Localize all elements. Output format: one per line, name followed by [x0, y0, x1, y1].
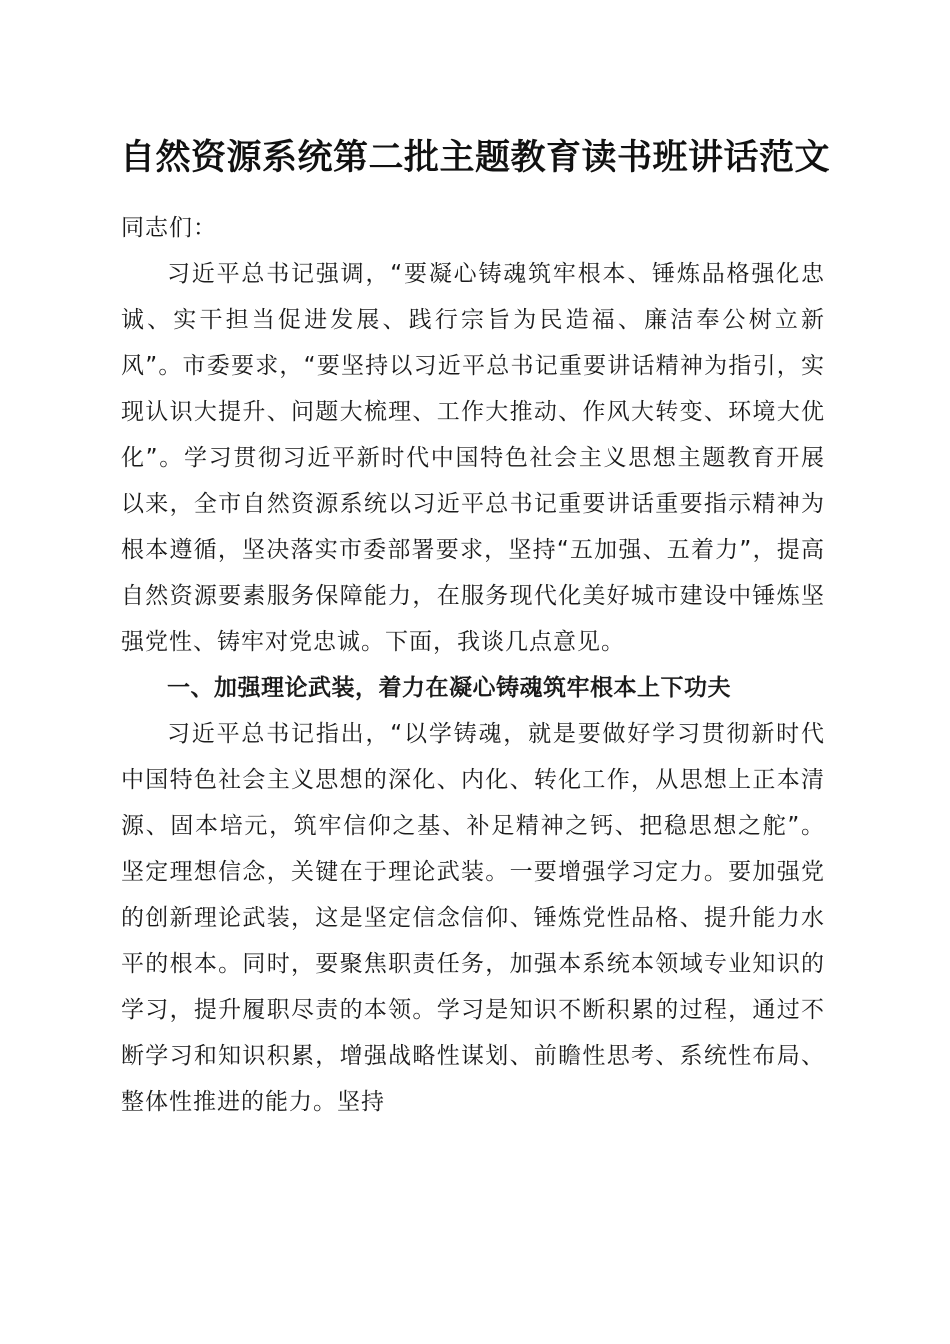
intro-paragraph: 习近平总书记强调，“要凝心铸魂筑牢根本、锤炼品格强化忠诚、实干担当促进发展、践行宗旨为民造福、廉洁奉公树立新风”。市委要求，“要坚持以习近平总书记重要讲话精神为指引，实现认识大提升、问题大梳理、工作大推动、作风大转变、环境大优化”。学习贯彻习近平新时代中国特色社会主义思想主题教育开展以来，全市自然资源系统以习近平总书记重要讲话重要指示精神为根本遵循，坚决落实市委部署要求，坚持“五加强、五着力”，提高自然资源要素服务保障能力，在服务现代化美好城市建设中锤炼坚强党性、铸牢对党忠诚。下面，我谈几点意见。 — [121, 261, 825, 655]
document-body — [121, 205, 825, 1125]
section-1-paragraph: 习近平总书记指出，“以学铸魂，就是要做好学习贯彻新时代中国特色社会主义思想的深化、内化、转化工作，从思想上正本清源、固本培元，筑牢信仰之基、补足精神之钙、把稳思想之舵”。坚定理想信念，关键在于理论武装。一要增强学习定力。要加强党的创新理论武装，这是坚定信念信仰、锤炼党性品格、提升能力水平的根本。同时，要聚焦职责任务，加强本系统本领域专业知识的学习，提升履职尽责的本领。学习是知识不断积累的过程，通过不断学习和知识积累，增强战略性谋划、前瞻性思考、系统性布局、整体性推进的能力。坚持 — [121, 721, 825, 1115]
document-title: 自然资源系统第二批主题教育读书班讲话范文 — [119, 137, 830, 178]
section-heading-1: 一、加强理论武装，着力在凝心铸魂筑牢根本上下功夫 — [167, 675, 731, 701]
salutation: 同志们： — [121, 215, 217, 241]
